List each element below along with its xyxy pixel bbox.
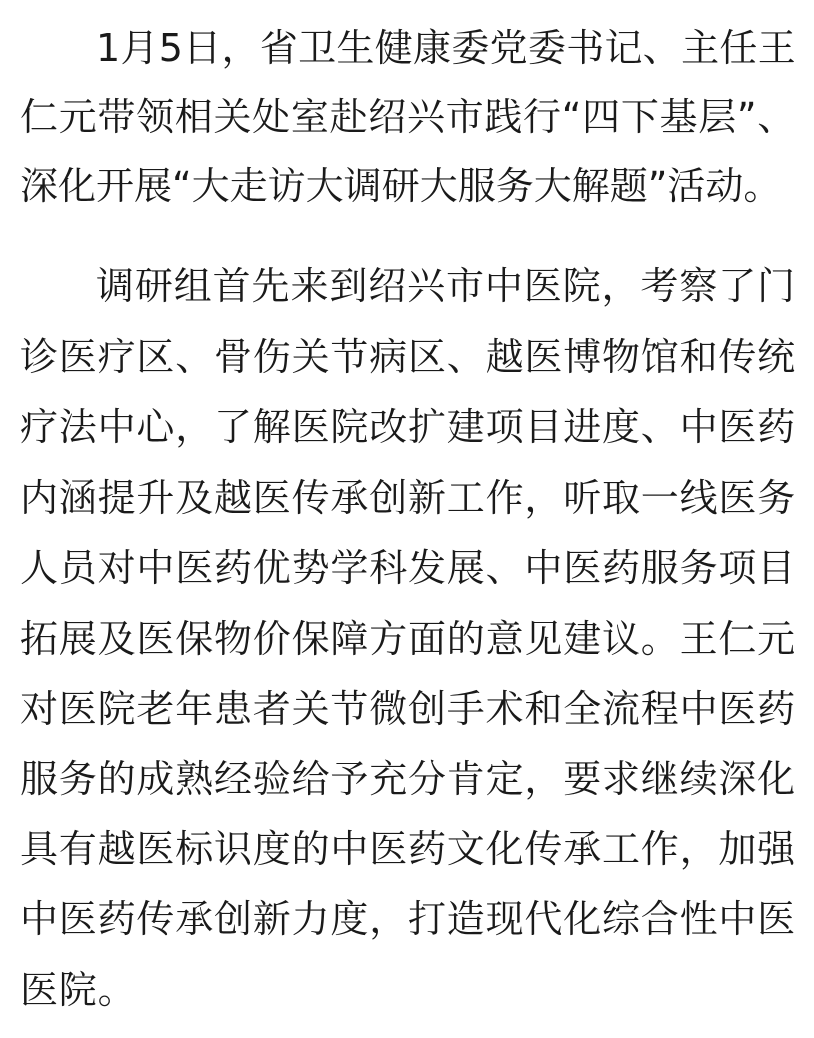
paragraph-2-line-11: 医院。 [20,968,137,1012]
paragraph-1-line-1: 1月5日，省卫生健康委党委书记、主任王 [96,26,796,70]
paragraph-2-line-2: 诊医疗区、骨伤关节病区、越医博物馆和传统 [20,335,796,379]
paragraph-2-line-3: 疗法中心，了解医院改扩建项目进度、中医药 [20,405,796,449]
paragraph-2-line-1: 调研组首先来到绍兴市中医院，考察了门 [96,264,796,308]
paragraph-2-line-7: 对医院老年患者关节微创手术和全流程中医药 [20,687,796,731]
paragraph-2-line-10: 中医药传承创新力度，打造现代化综合性中医 [20,897,796,941]
paragraph-1-line-2: 仁元带领相关处室赴绍兴市践行“四下基层”、 [20,95,796,139]
paragraph-2-line-6: 拓展及医保物价保障方面的意见建议。王仁元 [20,617,796,661]
paragraph-2-line-8: 服务的成熟经验给予充分肯定，要求继续深化 [20,757,796,801]
paragraph-2-line-9: 具有越医标识度的中医药文化传承工作，加强 [20,827,796,871]
paragraph-2-line-5: 人员对中医药优势学科发展、中医药服务项目 [20,546,796,590]
paragraph-2-line-4: 内涵提升及越医传承创新工作，听取一线医务 [20,476,796,520]
paragraph-1-line-3: 深化开展“大走访大调研大服务大解题”活动。 [20,164,782,208]
